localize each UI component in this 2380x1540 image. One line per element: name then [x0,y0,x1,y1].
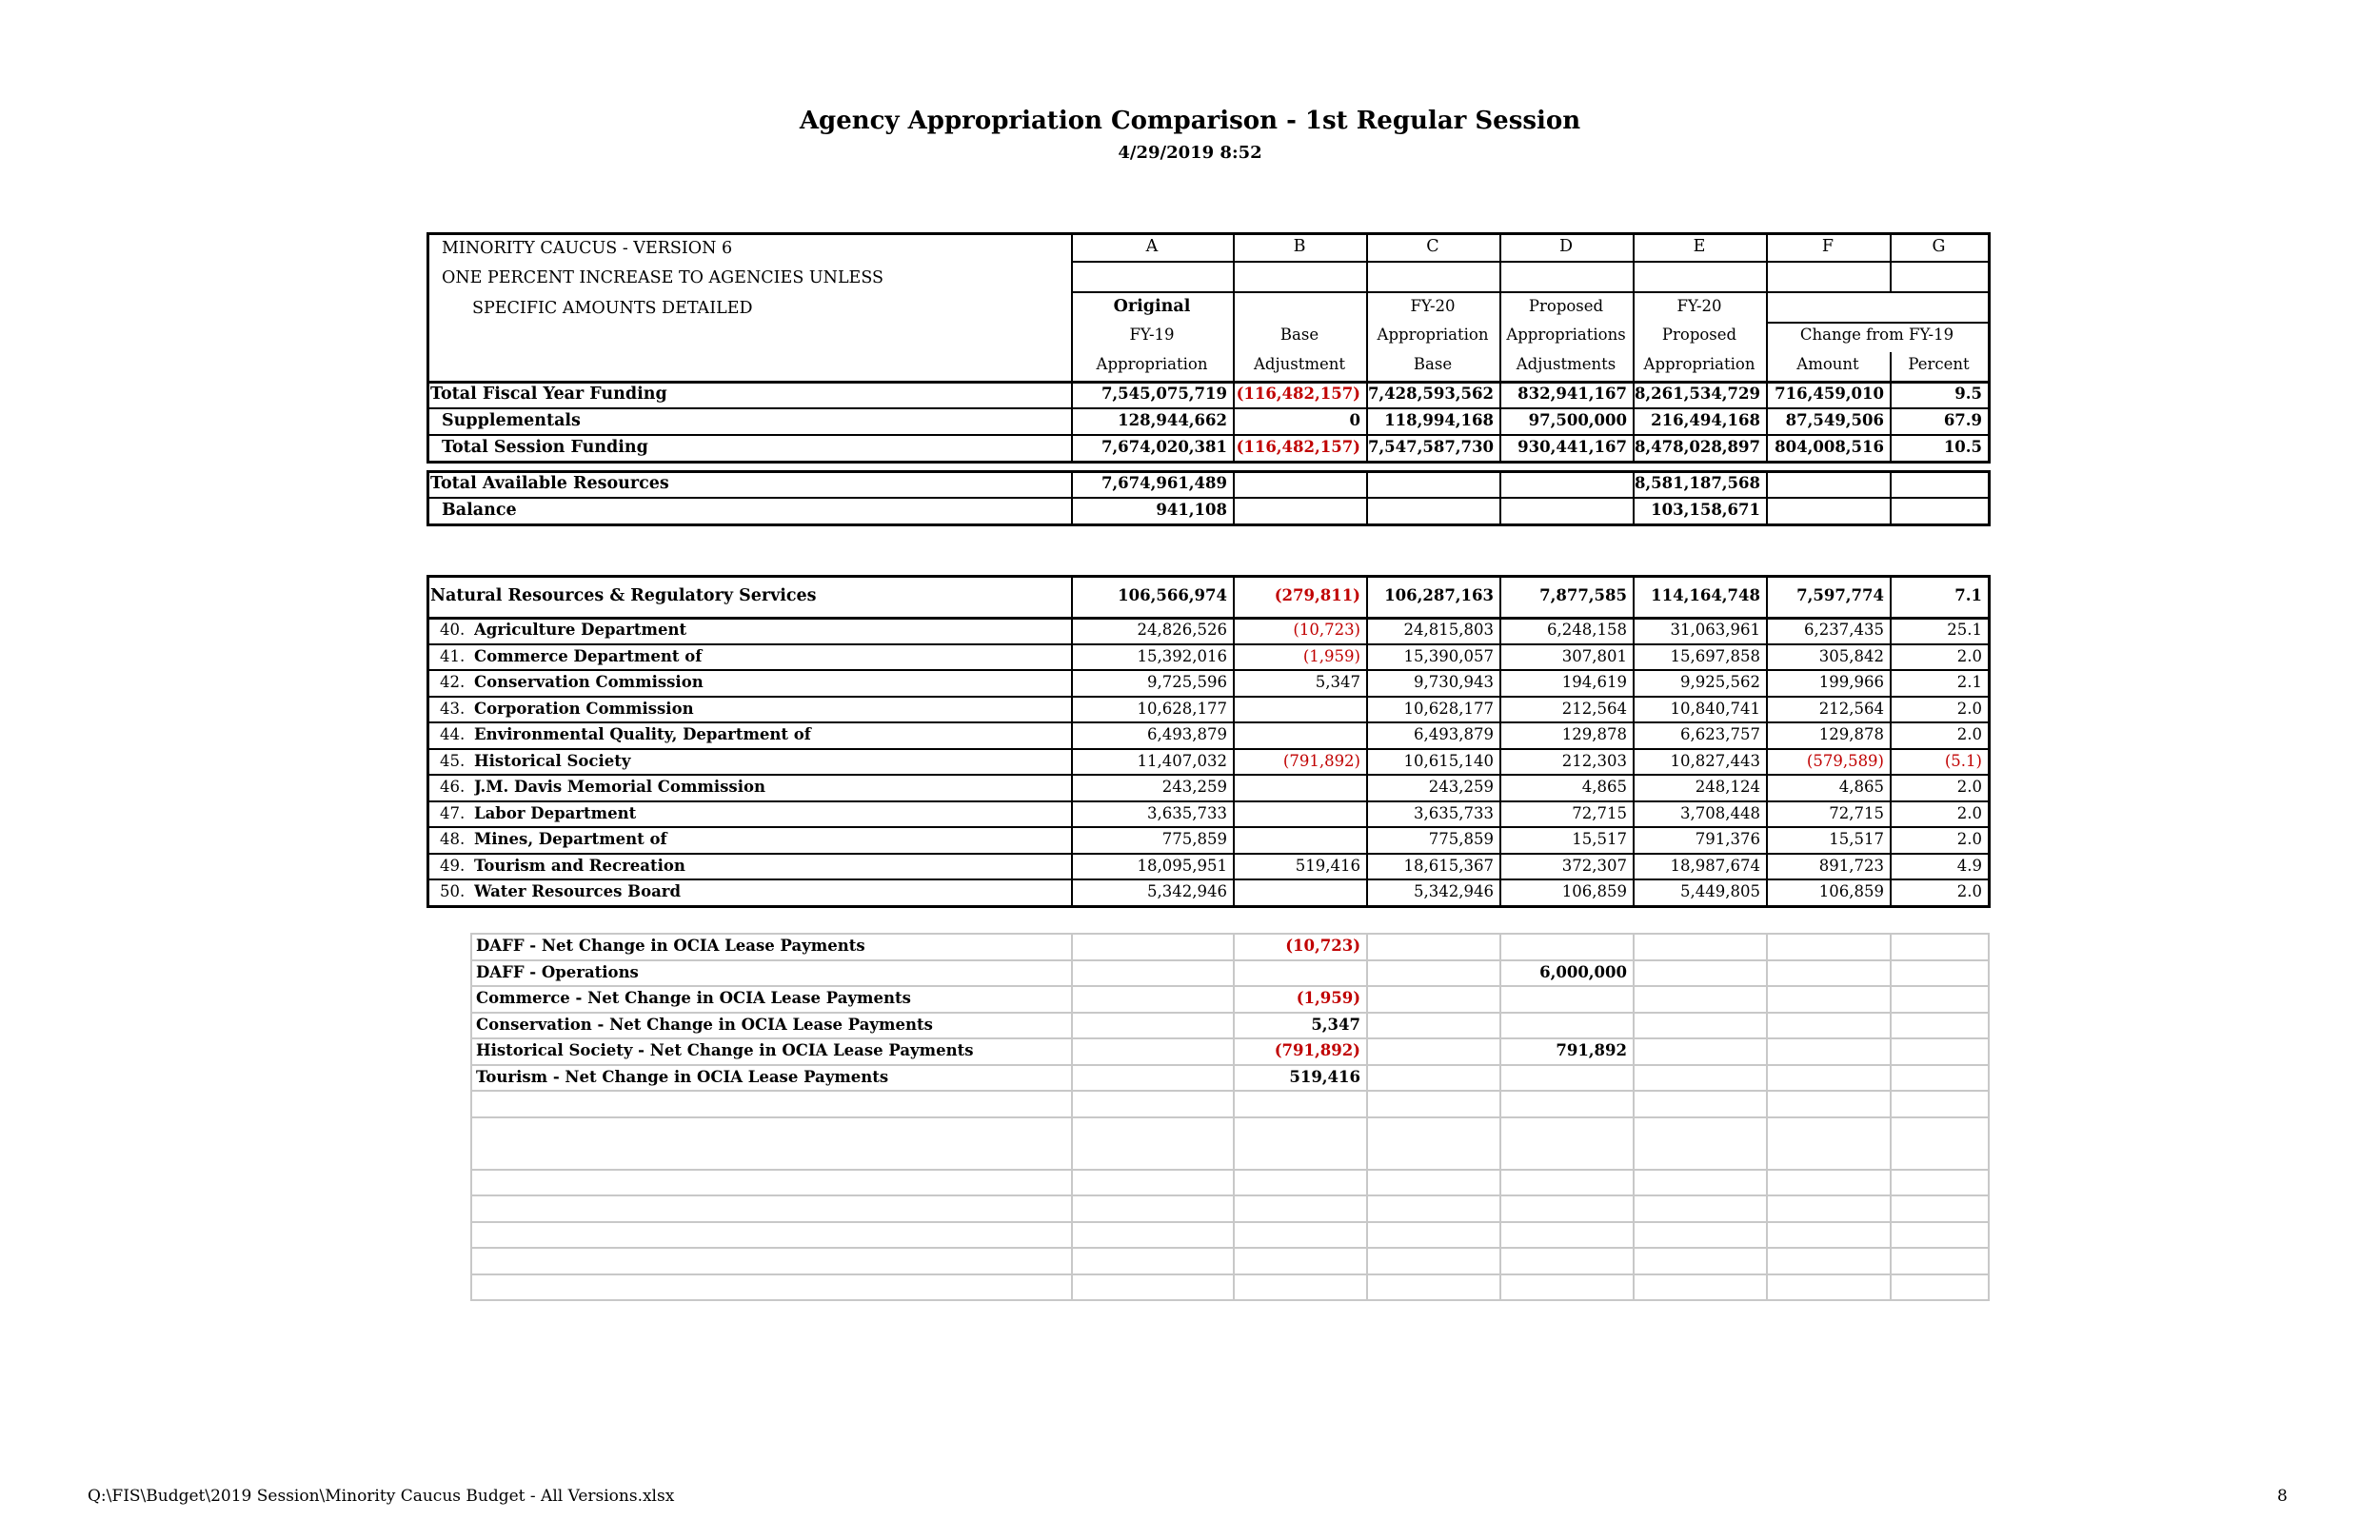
grid-line [426,381,429,463]
agency-b: (10,723) [1293,621,1360,639]
agency-name: Labor Department [474,803,637,822]
agency-f: 129,878 [1818,725,1884,743]
summary-row-a: 128,944,662 [1118,411,1227,429]
column-letter-e: E [1693,237,1706,256]
agency-e: 10,840,741 [1670,699,1760,718]
agency-f: 891,723 [1818,856,1884,875]
grid-line [1988,470,1991,525]
agency-g: 2.0 [1956,699,1982,718]
details-grid-line [1766,933,1768,1299]
column-letter-a: A [1145,237,1159,256]
grid-line [1366,470,1368,525]
column-letter-d: D [1558,237,1574,256]
grid-line [426,669,1990,671]
section-row-f: 7,597,774 [1796,586,1884,604]
agency-d: 372,307 [1561,856,1627,875]
grid-line [426,470,429,525]
agency-g: 2.0 [1956,830,1982,848]
agency-name: Agriculture Department [474,621,687,639]
resources-row-label: Total Available Resources [430,474,669,493]
agency-c: 15,390,057 [1403,646,1494,665]
agency-e: 791,376 [1695,830,1760,848]
agency-g: 2.0 [1956,725,1982,743]
grid-line [1233,575,1235,907]
agency-c: 10,615,140 [1403,751,1494,770]
agency-f: (579,589) [1806,751,1884,770]
agency-e: 3,708,448 [1680,803,1760,822]
summary-row-a: 7,545,075,719 [1101,385,1227,403]
grid-line [1233,470,1235,525]
details-grid-line [1890,933,1892,1299]
summary-row-g: 10.5 [1943,438,1982,456]
col-a-heading: Appropriation [1096,355,1208,373]
detail-d: 791,892 [1556,1041,1627,1059]
grid-line [1766,575,1768,907]
agency-e: 5,449,805 [1680,882,1760,900]
summary-row-label: Supplementals [442,411,581,430]
header-description-line: ONE PERCENT INCREASE TO AGENCIES UNLESS [442,268,884,287]
header-description-line: MINORITY CAUCUS - VERSION 6 [442,239,733,258]
resources-row-e: 8,581,187,568 [1634,474,1760,492]
summary-row-a: 7,674,020,381 [1101,438,1227,456]
agency-f: 4,865 [1838,778,1884,796]
agency-name: Corporation Commission [474,699,694,718]
summary-row-g: 67.9 [1943,411,1982,429]
summary-row-b: 0 [1349,411,1360,429]
col-d-heading: Appropriations [1506,326,1626,344]
agency-a: 11,407,032 [1137,751,1227,770]
summary-row-e: 8,261,534,729 [1634,385,1760,403]
agency-g: 25.1 [1947,621,1982,639]
agency-g: 2.0 [1956,882,1982,900]
section-row-g: 7.1 [1954,586,1982,604]
col-e-heading: FY-20 [1676,297,1722,315]
resources-row-a: 941,108 [1156,501,1227,519]
grid-line [1890,575,1892,907]
section-row-c: 106,287,163 [1384,586,1494,604]
grid-line [1988,575,1991,907]
section-row-d: 7,877,585 [1539,586,1627,604]
agency-a: 9,725,596 [1147,673,1227,691]
agency-number: 48. [440,830,466,848]
grid-line [1890,381,1892,463]
agency-name: Water Resources Board [474,882,681,900]
agency-number: 41. [440,646,466,665]
agency-name: Tourism and Recreation [474,856,685,875]
detail-b: (1,959) [1296,989,1360,1007]
agency-e: 9,925,562 [1680,673,1760,691]
summary-row-f: 87,549,506 [1785,411,1884,429]
agency-d: 194,619 [1561,673,1627,691]
agency-g: 2.1 [1956,673,1982,691]
agency-c: 775,859 [1428,830,1494,848]
detail-b: (10,723) [1285,937,1360,955]
grid-line [1890,470,1892,525]
agency-number: 46. [440,778,466,796]
grid-line [1071,261,1990,263]
resources-row-e: 103,158,671 [1651,501,1760,519]
column-letter-g: G [1932,237,1946,256]
details-grid-line [470,1169,1990,1171]
resources-row-a: 7,674,961,489 [1101,474,1227,492]
summary-row-d: 832,941,167 [1517,385,1627,403]
grid-line [426,748,1990,750]
agency-c: 18,615,367 [1403,856,1494,875]
agency-b: 519,416 [1295,856,1360,875]
agency-a: 24,826,526 [1137,621,1227,639]
details-grid-line [470,1090,1990,1092]
grid-line [426,643,1990,645]
details-grid-line [470,1116,1990,1118]
detail-b: 5,347 [1311,1015,1360,1034]
agency-a: 775,859 [1161,830,1227,848]
section-row-e: 114,164,748 [1651,586,1760,604]
summary-row-c: 7,428,593,562 [1367,385,1494,403]
agency-d: 106,859 [1561,882,1627,900]
agency-name: Environmental Quality, Department of [474,725,811,743]
agency-d: 6,248,158 [1547,621,1627,639]
col-a-heading: FY-19 [1129,326,1175,344]
agency-g: 2.0 [1956,646,1982,665]
agency-d: 129,878 [1561,725,1627,743]
footer-page-number: 8 [2277,1487,2288,1506]
detail-label: Commerce - Net Change in OCIA Lease Payments [476,989,911,1007]
agency-b: (1,959) [1302,646,1360,665]
agency-f: 15,517 [1829,830,1884,848]
col-c-heading: Base [1413,355,1453,373]
section-row-label: Natural Resources & Regulatory Services [430,586,817,605]
agency-a: 3,635,733 [1147,803,1227,822]
agency-g: 4.9 [1956,856,1982,875]
agency-name: Conservation Commission [474,673,704,691]
grid-line [426,879,1990,880]
grid-line [426,575,429,907]
detail-d: 6,000,000 [1539,962,1627,981]
agency-number: 40. [440,621,466,639]
agency-g: 2.0 [1956,778,1982,796]
grid-line [1071,381,1073,463]
col-a-heading: Original [1113,297,1191,316]
col-b-heading: Base [1279,326,1319,344]
grid-line [426,434,1990,436]
details-grid-line [470,1194,1990,1196]
col-f-heading: Amount [1796,355,1859,373]
detail-label: DAFF - Operations [476,962,639,981]
agency-f: 305,842 [1818,646,1884,665]
agency-a: 15,392,016 [1137,646,1227,665]
details-grid-line [470,1299,1990,1301]
agency-f: 199,966 [1818,673,1884,691]
agency-d: 15,517 [1572,830,1627,848]
agency-b: (791,892) [1282,751,1360,770]
agency-c: 24,815,803 [1403,621,1494,639]
col-c-heading: FY-20 [1410,297,1456,315]
summary-row-label: Total Fiscal Year Funding [430,385,667,404]
col-b-heading: Adjustment [1254,355,1345,373]
agency-a: 243,259 [1161,778,1227,796]
agency-e: 18,987,674 [1670,856,1760,875]
agency-number: 50. [440,882,466,900]
col-d-heading: Proposed [1528,297,1604,315]
summary-row-e: 8,478,028,897 [1634,438,1760,456]
details-grid-line [1499,933,1501,1299]
detail-label: Tourism - Net Change in OCIA Lease Payments [476,1067,889,1086]
agency-e: 10,827,443 [1670,751,1760,770]
agency-c: 3,635,733 [1414,803,1494,822]
detail-b: 519,416 [1289,1067,1360,1086]
summary-row-c: 7,547,587,730 [1367,438,1494,456]
agency-name: J.M. Davis Memorial Commission [474,778,765,796]
agency-e: 31,063,961 [1670,621,1760,639]
agency-f: 106,859 [1818,882,1884,900]
summary-row-label: Total Session Funding [442,438,648,457]
grid-line [1988,232,1991,383]
column-letter-c: C [1426,237,1439,256]
summary-row-b: (116,482,157) [1236,385,1360,403]
agency-a: 18,095,951 [1137,856,1227,875]
grid-line [1071,575,1073,907]
summary-row-g: 9.5 [1954,385,1982,403]
agency-d: 212,303 [1561,751,1627,770]
change-from-fy19-heading: Change from FY-19 [1799,326,1954,344]
details-grid-line [470,1273,1990,1275]
grid-line [426,523,1991,526]
section-row-b: (279,811) [1274,586,1360,604]
detail-label: Conservation - Net Change in OCIA Lease Payments [476,1015,933,1034]
grid-line [426,826,1990,828]
agency-c: 243,259 [1428,778,1494,796]
col-d-heading: Adjustments [1516,355,1616,373]
header-description-line: SPECIFIC AMOUNTS DETAILED [472,299,753,318]
agency-b: 5,347 [1315,673,1360,691]
grid-line [1988,381,1991,463]
agency-name: Commerce Department of [474,646,703,665]
agency-e: 6,623,757 [1680,725,1760,743]
grid-line [1499,381,1501,463]
agency-e: 15,697,858 [1670,646,1760,665]
agency-number: 43. [440,699,466,718]
agency-number: 44. [440,725,466,743]
resources-row-label: Balance [442,501,517,520]
agency-g: (5.1) [1944,751,1982,770]
details-grid-line [1633,933,1635,1299]
detail-label: Historical Society - Net Change in OCIA Lease Payments [476,1041,974,1059]
column-letter-f: F [1821,237,1835,256]
col-g-heading: Percent [1908,355,1970,373]
agency-d: 4,865 [1581,778,1627,796]
grid-line [426,853,1990,855]
summary-row-d: 97,500,000 [1528,411,1627,429]
details-grid-line [1988,933,1990,1299]
agency-name: Historical Society [474,751,631,770]
grid-line [1499,575,1501,907]
detail-b: (791,892) [1274,1041,1360,1059]
page-subtitle: 4/29/2019 8:52 [1118,143,1262,163]
grid-line [1766,381,1768,463]
agency-number: 49. [440,856,466,875]
agency-a: 10,628,177 [1137,699,1227,718]
grid-line [426,407,1990,409]
agency-e: 248,124 [1695,778,1760,796]
agency-f: 72,715 [1829,803,1884,822]
grid-line [426,721,1990,723]
col-c-heading: Appropriation [1377,326,1489,344]
summary-row-e: 216,494,168 [1651,411,1760,429]
agency-a: 6,493,879 [1147,725,1227,743]
agency-number: 42. [440,673,466,691]
col-e-heading: Proposed [1661,326,1737,344]
detail-label: DAFF - Net Change in OCIA Lease Payments [476,937,865,955]
summary-row-b: (116,482,157) [1236,438,1360,456]
agency-number: 47. [440,803,466,822]
summary-row-c: 118,994,168 [1384,411,1494,429]
agency-c: 10,628,177 [1403,699,1494,718]
column-letter-b: B [1293,237,1306,256]
grid-line [426,232,429,383]
agency-name: Mines, Department of [474,830,667,848]
agency-f: 6,237,435 [1804,621,1884,639]
agency-g: 2.0 [1956,803,1982,822]
grid-line [1366,381,1368,463]
grid-line [1499,470,1501,525]
agency-a: 5,342,946 [1147,882,1227,900]
agency-f: 212,564 [1818,699,1884,718]
agency-c: 6,493,879 [1414,725,1494,743]
grid-line [1633,381,1635,463]
details-grid-line [1366,933,1368,1299]
grid-line [1633,575,1635,907]
summary-row-d: 930,441,167 [1517,438,1627,456]
details-grid-line [470,1247,1990,1249]
section-row-a: 106,566,974 [1118,586,1227,604]
grid-line [426,800,1990,802]
summary-row-f: 716,459,010 [1775,385,1884,403]
agency-c: 5,342,946 [1414,882,1494,900]
agency-number: 45. [440,751,466,770]
details-grid-line [470,1221,1990,1223]
footer-file-path: Q:\FIS\Budget\2019 Session\Minority Caucus Budget - All Versions.xlsx [88,1487,675,1506]
details-grid-line [1071,933,1073,1299]
page-title: Agency Appropriation Comparison - 1st Regular Session [799,107,1581,135]
details-grid-line [470,933,472,1299]
grid-line [426,905,1991,908]
grid-line [1233,381,1235,463]
grid-line [426,774,1990,776]
agency-d: 72,715 [1572,803,1627,822]
grid-line [1366,575,1368,907]
grid-line [1766,470,1768,525]
col-e-heading: Appropriation [1643,355,1755,373]
grid-line [426,696,1990,698]
agency-c: 9,730,943 [1414,673,1494,691]
agency-d: 212,564 [1561,699,1627,718]
agency-d: 307,801 [1561,646,1627,665]
grid-line [426,461,1991,464]
summary-row-f: 804,008,516 [1775,438,1884,456]
